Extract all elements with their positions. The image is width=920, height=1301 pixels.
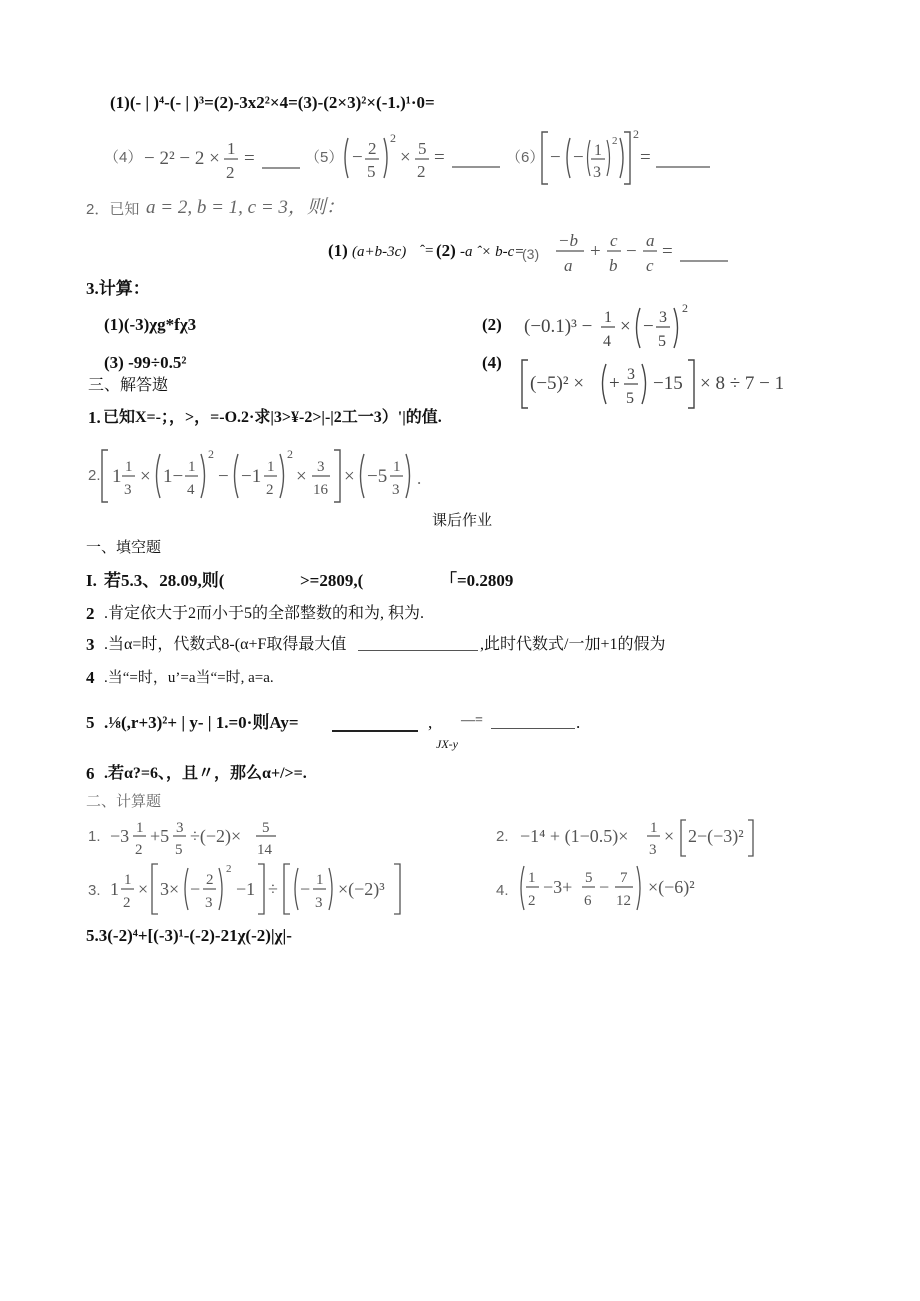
svg-text:−: − xyxy=(643,316,654,337)
homework-title: 课后作业 xyxy=(432,512,493,529)
q2-condition: a = 2, b = 1, c = 3，则： xyxy=(146,197,345,218)
svg-text:3: 3 xyxy=(659,309,667,326)
svg-text:14: 14 xyxy=(257,842,272,858)
svg-text:−3+: −3+ xyxy=(543,877,573,897)
svg-text:1−: 1− xyxy=(163,466,184,487)
svg-text:−: − xyxy=(218,466,229,487)
svg-text:5: 5 xyxy=(585,870,593,886)
svg-text:−1: −1 xyxy=(241,466,262,487)
svg-text:1: 1 xyxy=(227,139,236,158)
homework-item-5-num: 5 xyxy=(86,713,95,732)
q3-part3: (3) -99÷0.5² xyxy=(104,353,187,372)
svg-text:×(−2)³: ×(−2)³ xyxy=(338,879,385,899)
svg-text:×: × xyxy=(620,316,631,337)
svg-text:−: − xyxy=(550,147,561,168)
svg-text:2: 2 xyxy=(682,301,688,315)
homework-item-5-blank-2 xyxy=(491,728,575,729)
svg-text:−: − xyxy=(573,147,584,168)
svg-text:3: 3 xyxy=(315,895,323,911)
svg-text:1: 1 xyxy=(604,309,612,326)
svg-text:3: 3 xyxy=(392,482,400,498)
svg-text:2: 2 xyxy=(612,135,618,147)
svg-text:÷(−2)×: ÷(−2)× xyxy=(190,826,242,846)
svg-text:÷: ÷ xyxy=(268,879,278,899)
svg-text:=: = xyxy=(662,241,673,262)
homework-item-3-num: 3 xyxy=(86,635,95,654)
svg-text:1: 1 xyxy=(594,142,602,159)
svg-text:3: 3 xyxy=(124,482,132,498)
svg-text:2: 2 xyxy=(287,447,293,461)
svg-text:=: = xyxy=(640,147,651,168)
svg-text:2: 2 xyxy=(266,482,274,498)
svg-text:16: 16 xyxy=(313,482,328,498)
homework-item-5-text: .⅛(,r+3)²+ | y- | 1.=0·则Ay= xyxy=(104,713,299,732)
svg-text:3: 3 xyxy=(176,820,184,836)
svg-text:5: 5 xyxy=(658,333,666,350)
svg-text:−: − xyxy=(626,241,637,262)
svg-text:× 8 ÷ 7 − 1: × 8 ÷ 7 − 1 xyxy=(700,373,785,394)
homework-item-4-text: .当“=时，u’=a当“=时, a=a. xyxy=(104,670,274,686)
q3-part2-label: (2) xyxy=(482,315,502,334)
q2-part2-label: (2) xyxy=(436,241,456,260)
q2-part1-label: (1) xyxy=(328,241,348,260)
svg-text:2: 2 xyxy=(135,842,143,858)
svg-text:12: 12 xyxy=(616,893,631,909)
svg-text:×: × xyxy=(296,466,307,487)
math-expr-6 xyxy=(540,128,712,188)
svg-text:×: × xyxy=(664,826,675,846)
svg-text:2: 2 xyxy=(390,131,396,145)
svg-text:5: 5 xyxy=(175,842,183,858)
svg-text:a: a xyxy=(646,231,655,250)
svg-text:3: 3 xyxy=(205,895,213,911)
svg-text:×: × xyxy=(140,466,151,487)
svg-text:1: 1 xyxy=(136,820,144,836)
svg-text:2: 2 xyxy=(226,863,232,875)
svg-text:−15: −15 xyxy=(653,373,683,394)
svg-text:−5: −5 xyxy=(367,466,388,487)
svg-text:3: 3 xyxy=(317,459,325,475)
svg-text:−1⁴ + (1−0.5)×: −1⁴ + (1−0.5)× xyxy=(520,826,629,846)
homework-item-3-tail: ,此时代数式/一加+1的假为 xyxy=(480,636,666,653)
calc-3-label: 3. xyxy=(88,882,101,899)
homework-item-6-num: 6 xyxy=(86,764,95,783)
homework-item-5-sub: JX-y xyxy=(436,737,458,751)
svg-text:1: 1 xyxy=(650,820,658,836)
svg-text:−3: −3 xyxy=(110,826,130,846)
svg-text:×: × xyxy=(138,879,149,899)
svg-text:×: × xyxy=(400,147,411,168)
q3-part4-label: (4) xyxy=(482,353,502,372)
svg-text:2−(−3)²: 2−(−3)² xyxy=(688,826,744,846)
svg-text:5: 5 xyxy=(418,139,427,158)
q2-part1-tail: ˆ= xyxy=(420,243,434,259)
svg-text:1: 1 xyxy=(393,459,401,475)
math-calc-4 xyxy=(516,862,746,914)
svg-text:2: 2 xyxy=(368,139,377,158)
svg-text:1: 1 xyxy=(125,459,133,475)
calc-4-label: 4. xyxy=(496,882,509,899)
svg-text:7: 7 xyxy=(620,870,628,886)
svg-text:×: × xyxy=(344,466,355,487)
math-expr-section3-q2 xyxy=(100,446,410,506)
svg-text:−: − xyxy=(190,879,201,899)
svg-text:2: 2 xyxy=(417,162,426,181)
svg-text:1: 1 xyxy=(112,466,122,487)
svg-text:(−0.1)³ −: (−0.1)³ − xyxy=(524,316,593,337)
svg-text:=: = xyxy=(244,148,255,169)
svg-text:1: 1 xyxy=(316,872,324,888)
homework-item-1-mid: >=2809,( xyxy=(300,571,364,590)
svg-text:3: 3 xyxy=(649,842,657,858)
svg-text:5: 5 xyxy=(367,162,376,181)
svg-text:c: c xyxy=(646,256,654,275)
math-expr-4 xyxy=(140,136,300,186)
math-calc-2 xyxy=(518,812,758,860)
exercise-label-5: （5） xyxy=(305,149,344,166)
svg-text:−: − xyxy=(599,877,610,897)
homework-item-3-text: .当α=时，代数式8-(α+F取得最大值 xyxy=(104,636,347,653)
homework-item-6-text: .若α?=6、，且〃，那么α+/>=. xyxy=(104,765,307,782)
math-expr-5 xyxy=(342,130,502,186)
homework-item-5-period: . xyxy=(576,713,581,732)
svg-text:+5: +5 xyxy=(150,826,170,846)
svg-text:b: b xyxy=(609,256,618,275)
svg-text:1: 1 xyxy=(528,870,536,886)
svg-text:3: 3 xyxy=(593,164,601,181)
math-expr-q3-2 xyxy=(522,302,692,354)
homework-section2-heading: 二、计算题 xyxy=(86,793,162,810)
homework-item-5-tail: —= xyxy=(461,713,483,728)
svg-text:×(−6)²: ×(−6)² xyxy=(648,877,695,897)
svg-text:+: + xyxy=(590,241,601,262)
q2-part3-label: (3) xyxy=(522,246,540,262)
exercise-label-6: （6） xyxy=(506,149,545,166)
section3-q1-label: 1. xyxy=(88,408,101,427)
svg-text:c: c xyxy=(610,231,618,250)
svg-text:1: 1 xyxy=(267,459,275,475)
homework-last-line: 5.3(-2)⁴+[(-3)¹-(-2)-21χ(-2)|χ|- xyxy=(86,926,292,945)
svg-text:4: 4 xyxy=(187,482,195,498)
calc-1-label: 1. xyxy=(88,828,101,845)
q2-heading: 2．已知 xyxy=(86,201,140,218)
section3-q1-text: 已知X=-；，>，=-O.2·求|3>¥-2>|-|2工一3）'|的值. xyxy=(103,409,442,426)
exercise-line-1: (1)(- | )⁴-(- | )³=(2)-3x2²×4=(3)-(2×3)²×(-1.)¹·0= xyxy=(110,93,435,112)
svg-text:(−5)² ×: (−5)² × xyxy=(530,373,585,394)
svg-text:2: 2 xyxy=(208,447,214,461)
svg-text:6: 6 xyxy=(584,893,592,909)
homework-item-2-num: 2 xyxy=(86,604,95,623)
svg-text:−: − xyxy=(300,879,311,899)
svg-text:2: 2 xyxy=(528,893,536,909)
homework-section1-heading: 一、填空题 xyxy=(86,539,162,556)
q3-heading: 3.计算： xyxy=(86,279,150,298)
math-calc-1 xyxy=(108,812,288,860)
svg-text:a: a xyxy=(564,256,573,275)
svg-text:5: 5 xyxy=(626,390,634,407)
math-expr-q3-4 xyxy=(520,356,785,412)
section3-q2-label: 2. xyxy=(88,467,101,484)
svg-text:5: 5 xyxy=(262,820,270,836)
q2-part1-expr: (a+b-3c) xyxy=(352,244,407,260)
math-calc-3 xyxy=(108,860,408,918)
section3-heading: 三、解答遨 xyxy=(88,377,169,394)
svg-text:2: 2 xyxy=(206,872,214,888)
homework-item-3-blank xyxy=(358,650,478,651)
calc-2-label: 2. xyxy=(496,828,509,845)
svg-text:1: 1 xyxy=(124,872,132,888)
svg-text:2: 2 xyxy=(123,895,131,911)
q3-part1: (1)(-3)χg*fχ3 xyxy=(104,315,197,334)
svg-text:2: 2 xyxy=(633,127,639,141)
homework-item-4-num: 4 xyxy=(86,668,95,687)
exercise-label-4: （4） xyxy=(104,149,143,166)
svg-text:2: 2 xyxy=(226,163,235,182)
svg-text:−1: −1 xyxy=(236,879,256,899)
svg-text:−: − xyxy=(352,147,363,168)
q2-part2-expr: -a ˆ× b-c= xyxy=(460,244,525,260)
svg-text:−b: −b xyxy=(558,231,578,250)
svg-text:3×: 3× xyxy=(160,879,180,899)
svg-text:=: = xyxy=(434,147,445,168)
svg-text:4: 4 xyxy=(603,333,611,350)
homework-item-1-tail: 「=0.2809 xyxy=(440,571,514,590)
svg-text:1: 1 xyxy=(110,879,119,899)
homework-item-1-num: I. xyxy=(86,571,97,590)
svg-text:1: 1 xyxy=(188,459,196,475)
homework-item-5-blank-1 xyxy=(332,730,418,732)
homework-item-2-text: .肯定依大于2而小于5的全部整数的和为, 积为. xyxy=(104,605,425,622)
homework-item-1-text: 若5.3、28.09,则( xyxy=(104,571,225,590)
math-expr-q2-3 xyxy=(556,226,730,276)
section3-q2-period: . xyxy=(417,469,422,488)
homework-item-5-comma: , xyxy=(428,713,433,732)
svg-text:3: 3 xyxy=(627,366,635,383)
svg-text:− 2² − 2 ×: − 2² − 2 × xyxy=(144,148,220,169)
svg-text:+: + xyxy=(609,373,620,394)
